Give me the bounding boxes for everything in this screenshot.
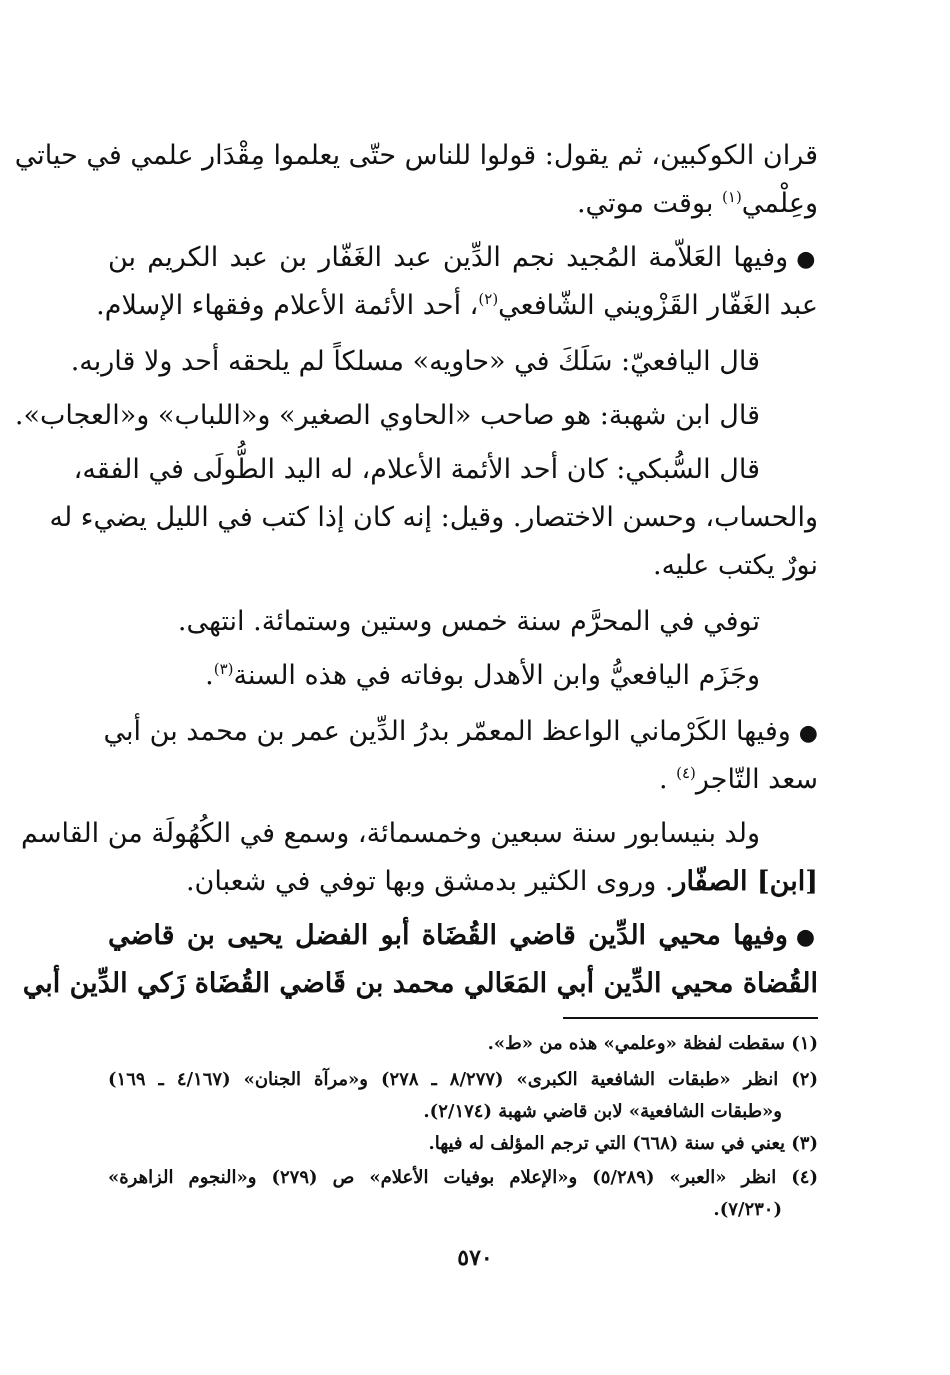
body-line: القُضاة محيي الدِّين أبي المَعَالي محمد بن قَاضي القُضَاة زَكي الدِّين أبي	[22, 968, 818, 999]
bullet-icon: ●	[795, 924, 818, 950]
text-run: ، أحد الأئمة الأعلام وفقهاء الإسلام.	[96, 290, 479, 321]
body-line	[108, 760, 818, 800]
footnote-separator	[563, 1017, 818, 1019]
footnote-ref[interactable]: (٤)	[676, 764, 696, 782]
body-line: قران الكوكبين، ثم يقول: قولوا للناس حتّى يعلموا مِقْدَار علمي في حياتي	[14, 140, 818, 171]
bullet-icon: ●	[798, 721, 818, 746]
body-line	[108, 184, 818, 224]
text-run: وعِلْمي	[741, 188, 818, 219]
text-run: عبد الغَفّار القَزْويني الشّافعي	[498, 290, 818, 321]
body-line	[108, 656, 760, 696]
body-line: قال السُّبكي: كان أحد الأئمة الأعلام، له اليد الطُّولَى في الفقه،	[73, 454, 760, 485]
text-run: [ابن] الصفّار	[673, 866, 818, 897]
body-line: ولد بنيسابور سنة سبعين وخمسمائة، وسمع في الكُهُولَة من القاسم	[20, 818, 760, 849]
footnote-ref[interactable]: (١)	[722, 188, 742, 206]
footnote: (٢) انظر «طبقات الشافعية الكبرى» (٨/٢٧٧ ـ ٢٧٨) و«مرآة الجنان» (٤/١٦٧ ـ ١٦٩)	[108, 1069, 818, 1090]
footnote-ref[interactable]: (٢)	[478, 290, 499, 308]
footnote: (٣) يعني في سنة (٦٦٨) التي ترجم المؤلف له فيها.	[428, 1133, 818, 1154]
text-run: .	[658, 764, 677, 795]
body-line: والحساب، وحسن الاختصار. وقيل: إنه كان إذا كتب في الليل يضيء له	[49, 502, 818, 533]
text-run: سعد التّاجر	[695, 764, 818, 795]
text-run: .	[205, 660, 214, 691]
body-line	[108, 862, 818, 902]
footnote-continuation: و«طبقات الشافعية» لابن قاضي شهبة (٢/١٧٤).	[423, 1101, 782, 1122]
text-run: . وروى الكثير بدمشق وبها توفي في شعبان.	[185, 866, 674, 897]
body-line	[108, 916, 818, 956]
body-line	[96, 286, 818, 326]
page-number: ٥٧٠	[457, 1245, 493, 1271]
text-run: وجَزَم اليافعيُّ وابن الأهدل بوفاته في هذه السنة	[233, 660, 760, 691]
text-run: بوقت موتي.	[576, 188, 723, 219]
body-line: قال ابن شهبة: هو صاحب «الحاوي الصغير» و«اللباب» و«العجاب».	[14, 400, 760, 431]
footnote: (٤) انظر «العبر» (٥/٢٨٩) و«الإعلام بوفيات الأعلام» ص (٢٧٩) و«النجوم الزاهرة»	[108, 1167, 818, 1188]
footnote-ref[interactable]: (٣)	[213, 660, 234, 678]
bullet-icon: ●	[796, 247, 818, 272]
body-line: نورٌ يكتب عليه.	[652, 550, 818, 581]
text-run: وفيها العَلاّمة المُجيد نجم الدِّين عبد الغَفّار بن عبد الكريم بن	[108, 242, 789, 273]
body-line: قال اليافعيّ: سَلَكَ في «حاويه» مسلكاً لم يلحقه أحد ولا قاربه.	[70, 346, 760, 377]
body-line	[108, 238, 818, 278]
text-run: وفيها محيي الدِّين قاضي القُضَاة أبو الفضل يحيى بن قاضي	[108, 920, 788, 951]
body-line	[103, 712, 818, 752]
body-line: توفي في المحرَّم سنة خمس وستين وستمائة. انتهى.	[177, 606, 760, 637]
footnote: (١) سقطت لفظة «وعلمي» هذه من «ط».	[487, 1033, 818, 1054]
footnote-continuation: (٧/٢٣٠).	[713, 1199, 782, 1220]
text-run: وفيها الكَرْماني الواعظ المعمّر بدرُ الدِّين عمر بن محمد بن أبي	[103, 716, 791, 747]
